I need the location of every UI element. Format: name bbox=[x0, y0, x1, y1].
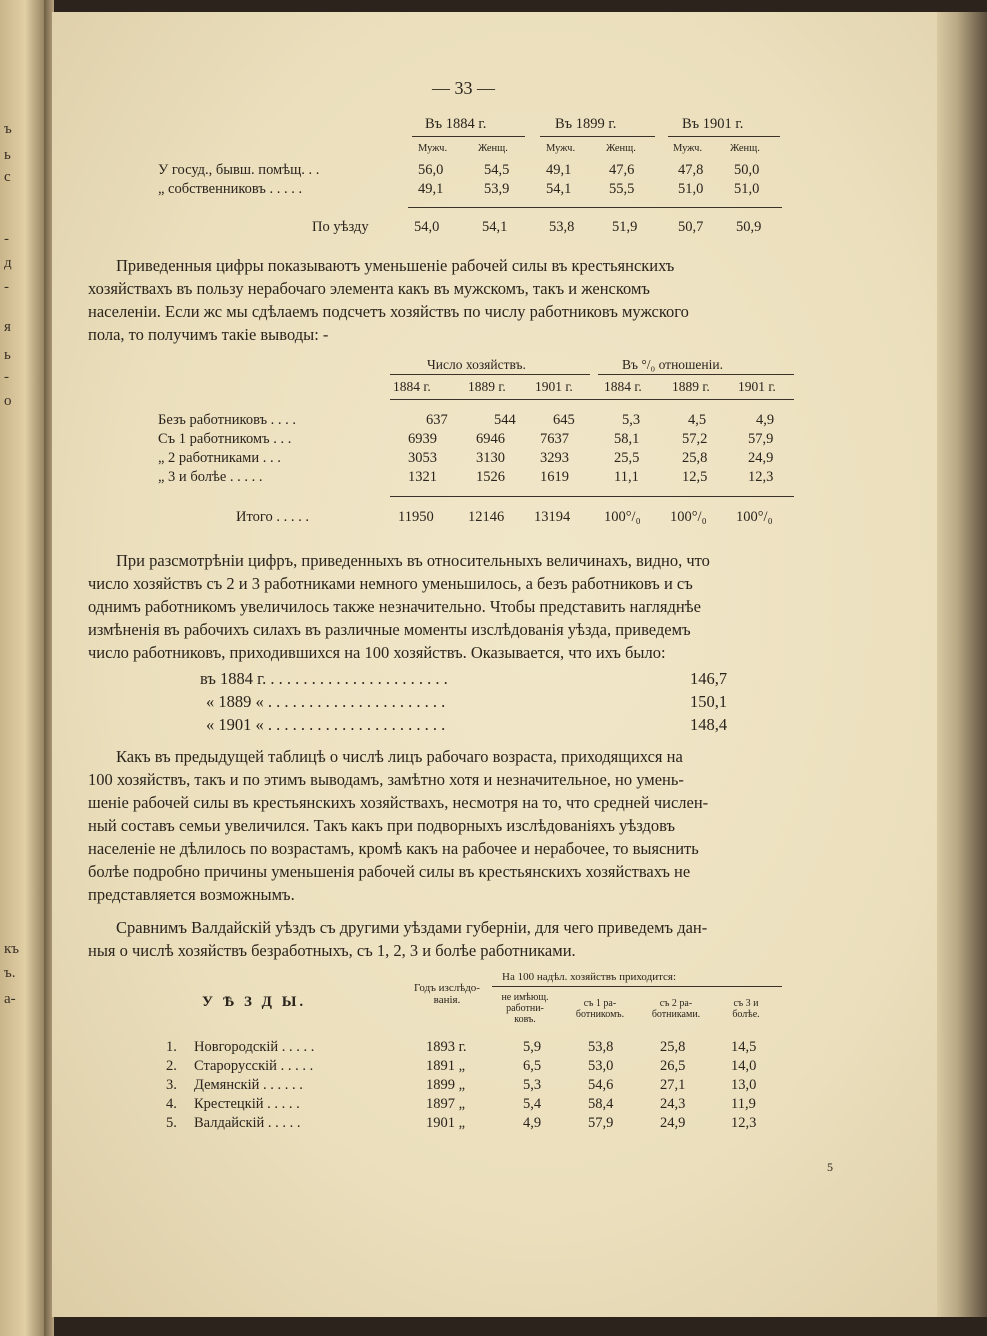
table1-cell: 49,1 bbox=[418, 181, 444, 197]
table2-group-header: Число хозяйствъ. bbox=[427, 357, 526, 372]
paragraph-line: При разсмотрѣнiи цифръ, приведенныхъ въ относительныхъ величинахъ, видно, что bbox=[116, 551, 710, 570]
table1-year-header: Въ 1901 г. bbox=[682, 116, 744, 132]
prev-page-fragment: д bbox=[4, 255, 12, 271]
table1-cell: 49,1 bbox=[546, 162, 572, 178]
table1-cell: 51,0 bbox=[678, 181, 704, 197]
paragraph-line: шенiе рабочей силы въ крестьянскихъ хозяйствахъ, несмотря на то, что средней числен- bbox=[88, 793, 709, 812]
table1-total-cell: 53,8 bbox=[549, 219, 575, 235]
table2-row-label: „ 2 работниками . . . bbox=[158, 450, 281, 466]
paragraph-line: болѣе подробно причины уменьшенiя рабочей силы въ крестьянскихъ хозяйствахъ не bbox=[88, 862, 691, 881]
prev-page-fragment: о bbox=[4, 393, 12, 409]
table3-row-name: Демянскiй . . . . . . bbox=[194, 1077, 303, 1093]
table3-row-year: 1901 „ bbox=[426, 1115, 466, 1131]
table3-cell: 54,6 bbox=[588, 1077, 614, 1093]
table1-total-cell: 54,0 bbox=[414, 219, 440, 235]
table3-row-name: Старорусскiй . . . . . bbox=[194, 1058, 314, 1074]
table2-total-cell: 12146 bbox=[468, 509, 505, 525]
table1-year-header: Въ 1884 г. bbox=[425, 116, 487, 132]
table3-col-header bbox=[562, 998, 638, 1020]
table3-row-num: 5. bbox=[166, 1115, 177, 1131]
paragraph-line: Сравнимъ Валдайскiй уѣздъ съ другими уѣздами губернiи, для чего приведемъ дан- bbox=[116, 918, 708, 937]
table1-total-rule bbox=[408, 207, 782, 208]
table2-header-rule bbox=[390, 374, 590, 375]
table3-row-year: 1891 „ bbox=[426, 1058, 466, 1074]
table2-cell: 3130 bbox=[476, 450, 505, 466]
page-number: — 33 — bbox=[432, 78, 495, 98]
table2-cell: 58,1 bbox=[614, 431, 640, 447]
table3-year-header-line: Годъ изслѣдо- bbox=[414, 982, 480, 994]
table2-header-rule bbox=[598, 374, 794, 375]
table3-cell: 4,9 bbox=[523, 1115, 542, 1131]
table3-col-header-line: съ 3 и bbox=[733, 998, 759, 1009]
table1-year-header: Въ 1899 г. bbox=[555, 116, 617, 132]
table2-total-cell: 13194 bbox=[534, 509, 571, 525]
table2-cell: 6946 bbox=[476, 431, 505, 447]
table3-cell: 6,5 bbox=[523, 1058, 542, 1074]
table2-cell: 637 bbox=[426, 412, 448, 428]
table1-subheader: Женщ. bbox=[730, 143, 760, 154]
prev-page-fragment: ъ. bbox=[4, 965, 16, 981]
table1-subheader: Мужч. bbox=[673, 143, 703, 154]
table3-cell: 14,5 bbox=[731, 1039, 757, 1055]
prev-page-fragment: - bbox=[4, 279, 9, 295]
table2-cell: 3293 bbox=[540, 450, 569, 466]
table3-cell: 27,1 bbox=[660, 1077, 686, 1093]
table2-cell: 3053 bbox=[408, 450, 437, 466]
table2-cell: 12,3 bbox=[748, 469, 774, 485]
table3-cell: 57,9 bbox=[588, 1115, 614, 1131]
table3-row-name: Валдайскiй . . . . . bbox=[194, 1115, 301, 1131]
table2-group-header: Въ °/₀ отношенiи. bbox=[622, 357, 723, 372]
prev-page-fragment: ъ bbox=[4, 121, 12, 137]
table2-row-label: „ 3 и болѣе . . . . . bbox=[158, 469, 263, 485]
table3-row-name: Крестецкiй . . . . . bbox=[194, 1096, 300, 1112]
table3-row-num: 3. bbox=[166, 1077, 177, 1093]
prev-page-fragment: - bbox=[4, 369, 9, 385]
table1-subheader: Женщ. bbox=[478, 143, 508, 154]
table2-year-header: 1889 г. bbox=[672, 379, 710, 394]
table1-cell: 51,0 bbox=[734, 181, 760, 197]
table3-col-header-line: работни- bbox=[506, 1003, 544, 1014]
table2-year-header: 1889 г. bbox=[468, 379, 506, 394]
paragraph-line: измѣненiя въ рабочихъ силахъ въ различные моменты изслѣдованiя уѣзда, приведемъ bbox=[88, 620, 691, 639]
table3-row-name: Новгородскiй . . . . . bbox=[194, 1039, 315, 1055]
table3-cell: 5,4 bbox=[523, 1096, 542, 1112]
table1-total-label: По уѣзду bbox=[312, 219, 369, 235]
paragraph-line: Какъ въ предыдущей таблицѣ о числѣ лицъ рабочаго возраста, приходящихся на bbox=[116, 747, 683, 766]
table3-cell: 25,8 bbox=[660, 1039, 686, 1055]
table3-cell: 53,8 bbox=[588, 1039, 614, 1055]
prev-page-fragment: къ bbox=[4, 941, 20, 957]
paragraph-line: 100 хозяйствъ, такъ и по этимъ выводамъ, замѣтно хотя и незначительное, но умень- bbox=[88, 770, 684, 789]
table2-cell: 12,5 bbox=[682, 469, 708, 485]
table3-col-header-line: ботникомъ. bbox=[575, 1009, 625, 1020]
table3-group-rule bbox=[492, 986, 782, 987]
table2-year-header: 1884 г. bbox=[393, 379, 431, 394]
table2-cell: 1619 bbox=[540, 469, 569, 485]
list-item-label: « 1889 « . . . . . . . . . . . . . . . . . . . . . . bbox=[206, 692, 446, 711]
table1-subheader: Мужч. bbox=[418, 143, 448, 154]
previous-page-edge bbox=[0, 0, 46, 1336]
table3-cell: 14,0 bbox=[731, 1058, 757, 1074]
table2-cell: 11,1 bbox=[614, 469, 639, 485]
table1-row-label: „ собственниковъ . . . . . bbox=[158, 181, 303, 197]
table1-cell: 47,6 bbox=[609, 162, 635, 178]
table2-subheader-rule bbox=[390, 399, 794, 400]
table1-cell: 56,0 bbox=[418, 162, 444, 178]
table3-col-header-line: ковъ. bbox=[514, 1014, 536, 1025]
table3-cell: 11,9 bbox=[731, 1096, 756, 1112]
table2-cell: 57,2 bbox=[682, 431, 708, 447]
table1-total-cell: 51,9 bbox=[612, 219, 638, 235]
table3-cell: 24,3 bbox=[660, 1096, 686, 1112]
table1-header-rule bbox=[540, 136, 655, 137]
table3-col-header-line: съ 1 ра- bbox=[583, 998, 617, 1009]
table1-cell: 54,1 bbox=[546, 181, 572, 197]
table2-year-header: 1901 г. bbox=[738, 379, 776, 394]
table2-cell: 6939 bbox=[408, 431, 437, 447]
table2-total-cell: 100°/₀ bbox=[604, 509, 641, 525]
list-item-label: въ 1884 г. . . . . . . . . . . . . . . . . . . . . . . bbox=[200, 669, 448, 688]
table1-total-cell: 50,9 bbox=[736, 219, 762, 235]
table2-cell: 57,9 bbox=[748, 431, 774, 447]
table3-row-num: 4. bbox=[166, 1096, 177, 1112]
table1-cell: 54,5 bbox=[484, 162, 510, 178]
table3-cell: 5,3 bbox=[523, 1077, 542, 1093]
list-item-value: 148,4 bbox=[690, 715, 728, 734]
paragraph-line: пола, то получимъ такiе выводы: - bbox=[88, 325, 329, 344]
table2-cell: 5,3 bbox=[622, 412, 641, 428]
table2-row-label: Съ 1 работникомъ . . . bbox=[158, 431, 292, 447]
table1-cell: 55,5 bbox=[609, 181, 635, 197]
table2-cell: 24,9 bbox=[748, 450, 774, 466]
table3-col-header-line: болѣе. bbox=[732, 1009, 760, 1020]
table2-total-cell: 100°/₀ bbox=[736, 509, 773, 525]
table3-row-num: 1. bbox=[166, 1039, 177, 1055]
paragraph-line: число работниковъ, приходившихся на 100 хозяйствъ. Оказывается, что ихъ было: bbox=[88, 643, 666, 662]
table3-row-year: 1897 „ bbox=[426, 1096, 466, 1112]
table1-header-rule bbox=[412, 136, 525, 137]
table3-col-header bbox=[640, 998, 712, 1020]
table2-total-cell: 11950 bbox=[398, 509, 434, 525]
table3-row-year: 1899 „ bbox=[426, 1077, 466, 1093]
paragraph-line: населенiе не дѣлилось по возрастамъ, кромѣ какъ на рабочее и нерабочее, то выяснить bbox=[88, 839, 699, 858]
table2-year-header: 1901 г. bbox=[535, 379, 573, 394]
table3-year-header bbox=[402, 982, 492, 1006]
table3-cell: 26,5 bbox=[660, 1058, 686, 1074]
table3-row-num: 2. bbox=[166, 1058, 177, 1074]
document-page bbox=[52, 12, 937, 1317]
table2-year-header: 1884 г. bbox=[604, 379, 642, 394]
table2-cell: 4,9 bbox=[756, 412, 775, 428]
book-right-edge bbox=[937, 12, 987, 1317]
table3-col-header bbox=[716, 998, 776, 1020]
paragraph-line: представляется возможнымъ. bbox=[88, 885, 295, 904]
signature-mark: 5 bbox=[827, 1160, 833, 1174]
table3-col-header-line: съ 2 ра- bbox=[659, 998, 693, 1009]
prev-page-fragment: а- bbox=[4, 991, 16, 1007]
paragraph-line: однимъ работникомъ увеличилось также незначительно. Чтобы представить нагляднѣе bbox=[88, 597, 701, 616]
paragraph-line: Приведенныя цифры показываютъ уменьшенiе рабочей силы въ крестьянскихъ bbox=[116, 256, 675, 275]
table3-year-header-line: ванiя. bbox=[433, 994, 461, 1006]
table2-cell: 544 bbox=[494, 412, 516, 428]
list-item-value: 146,7 bbox=[690, 669, 728, 688]
table3-title: У Ѣ З Д Ы. bbox=[202, 994, 307, 1010]
table1-total-cell: 54,1 bbox=[482, 219, 508, 235]
table2-cell: 645 bbox=[553, 412, 575, 428]
prev-page-fragment: ь bbox=[4, 147, 11, 163]
paragraph-line: ный составъ семьи увеличился. Такъ какъ при подворныхъ изслѣдованiяхъ уѣздовъ bbox=[88, 816, 676, 835]
table1-row-label: У госуд., бывш. помѣщ. . . bbox=[158, 162, 320, 178]
table2-cell: 25,5 bbox=[614, 450, 640, 466]
table2-cell: 1321 bbox=[408, 469, 437, 485]
table2-cell: 25,8 bbox=[682, 450, 708, 466]
table3-col-header-line: ботниками. bbox=[651, 1009, 701, 1020]
prev-page-fragment: с bbox=[4, 169, 11, 185]
paragraph-line: число хозяйствъ съ 2 и 3 работниками немного уменьшилось, а безъ работниковъ и съ bbox=[88, 574, 693, 593]
table1-cell: 50,0 bbox=[734, 162, 760, 178]
paragraph-line: населенiи. Если жс мы сдѣлаемъ подсчетъ хозяйствъ по числу работниковъ мужского bbox=[88, 302, 689, 321]
table3-col-header-line: не имѣющ. bbox=[501, 992, 549, 1003]
prev-page-fragment: я bbox=[4, 319, 11, 335]
table1-subheader: Мужч. bbox=[546, 143, 576, 154]
table3-cell: 12,3 bbox=[731, 1115, 757, 1131]
table2-row-label: Безъ работниковъ . . . . bbox=[158, 412, 297, 428]
prev-page-fragment: - bbox=[4, 231, 9, 247]
list-item-value: 150,1 bbox=[690, 692, 728, 711]
table1-header-rule bbox=[668, 136, 780, 137]
table2-total-label: Итого . . . . . bbox=[236, 509, 309, 525]
table3-cell: 24,9 bbox=[660, 1115, 686, 1131]
table1-subheader: Женщ. bbox=[606, 143, 636, 154]
table1-cell: 53,9 bbox=[484, 181, 510, 197]
table2-cell: 1526 bbox=[476, 469, 505, 485]
table2-cell: 4,5 bbox=[688, 412, 707, 428]
table3-cell: 13,0 bbox=[731, 1077, 757, 1093]
paragraph-line: хозяйствахъ въ пользу нерабочаго элемента какъ въ мужскомъ, такъ и женскомъ bbox=[88, 279, 650, 298]
prev-page-fragment: ь bbox=[4, 347, 11, 363]
table3-cell: 53,0 bbox=[588, 1058, 614, 1074]
table3-row-year: 1893 г. bbox=[426, 1039, 467, 1055]
table3-col-header bbox=[492, 992, 558, 1025]
table1-cell: 47,8 bbox=[678, 162, 704, 178]
table3-cell: 58,4 bbox=[588, 1096, 614, 1112]
table3-cell: 5,9 bbox=[523, 1039, 542, 1055]
table2-total-rule bbox=[390, 496, 794, 497]
table2-cell: 7637 bbox=[540, 431, 569, 447]
table1-total-cell: 50,7 bbox=[678, 219, 704, 235]
list-item-label: « 1901 « . . . . . . . . . . . . . . . . . . . . . . bbox=[206, 715, 446, 734]
paragraph-line: ныя о числѣ хозяйствъ безработныхъ, съ 1, 2, 3 и болѣе работниками. bbox=[88, 941, 576, 960]
table3-group-header: На 100 надѣл. хозяйствъ приходится: bbox=[502, 971, 677, 983]
table2-total-cell: 100°/₀ bbox=[670, 509, 707, 525]
